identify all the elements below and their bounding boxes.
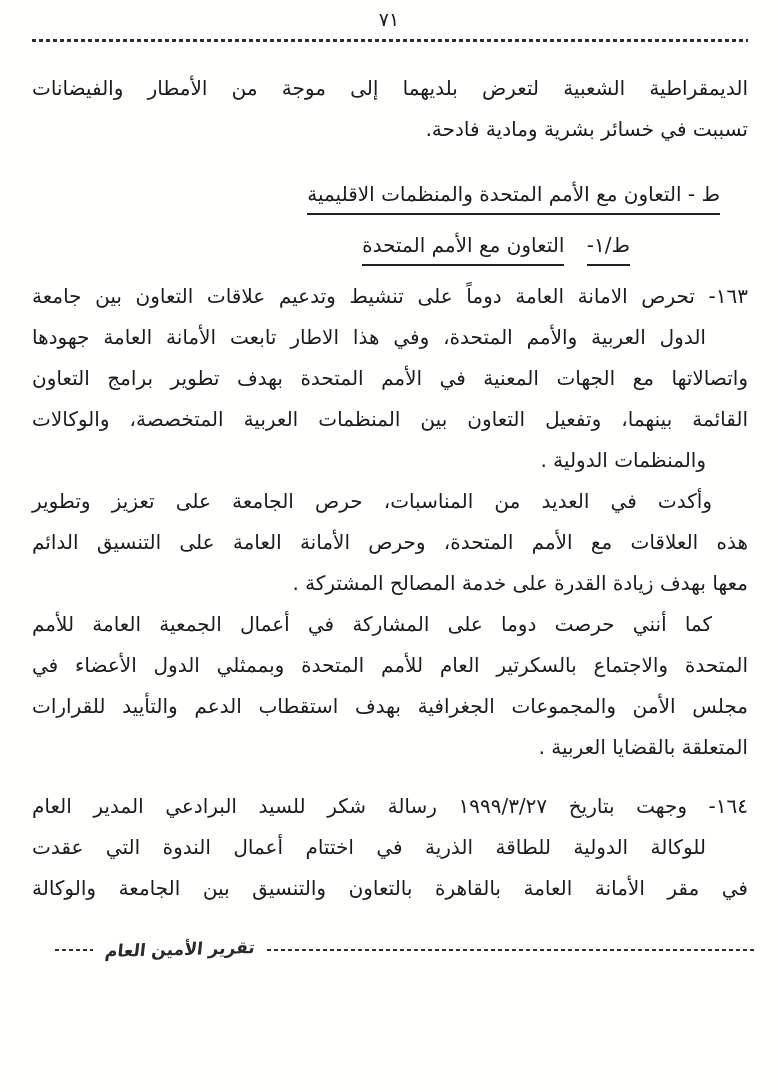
text-line: المتعلقة بالقضايا العربية . bbox=[538, 735, 748, 759]
section-heading: ط - التعاون مع الأمم المتحدة والمنظمات الاقليمية bbox=[307, 180, 720, 215]
text-line: في مقر الأمانة العامة بالقاهرة بالتعاون والتنسيق بين الجامعة والوكالة bbox=[32, 876, 748, 900]
text-line: ١٦٣- تحرص الامانة العامة دوماً على تنشيط وتدعيم علاقات التعاون بين جامعة bbox=[32, 284, 748, 308]
text-line: واتصالاتها مع الجهات المعنية في الأمم المتحدة بهدف تطوير برامج التعاون bbox=[32, 366, 748, 390]
text-line: كما أنني حرصت دوما على المشاركة في أعمال الجمعية العامة للأمم bbox=[32, 612, 712, 636]
text-line: للوكالة الدولية للطاقة الذرية في اختتام أعمال الندوة التي عقدت bbox=[32, 835, 706, 859]
text-line: المتحدة والاجتماع بالسكرتير العام للأمم المتحدة وبممثلي الدول الأعضاء في bbox=[32, 653, 748, 677]
text-line: تسببت في خسائر بشرية ومادية فادحة. bbox=[425, 117, 748, 141]
text-line: القائمة بينهما، وتفعيل التعاون بين المنظمات العربية المتخصصة، والوكالات bbox=[32, 407, 748, 431]
text-line: وأكدت في العديد من المناسبات، حرص الجامعة على تعزيز وتطوير bbox=[32, 489, 712, 513]
text-line: معها بهدف زيادة القدرة على خدمة المصالح المشتركة . bbox=[292, 571, 748, 595]
footer-divider-left bbox=[55, 949, 93, 951]
footer bbox=[0, 940, 778, 960]
text-line: الدول العربية والأمم المتحدة، وفي هذا الاطار تابعت الأمانة العامة جهودها bbox=[32, 325, 706, 349]
text-line: والمنظمات الدولية . bbox=[540, 448, 706, 472]
text-line: هذه العلاقات مع الأمم المتحدة، وحرص الأمانة العامة على التنسيق الدائم bbox=[32, 530, 748, 554]
subsection-title: التعاون مع الأمم المتحدة bbox=[362, 231, 564, 266]
paragraph-164 bbox=[32, 786, 748, 909]
section-heading-row bbox=[32, 180, 748, 215]
footer-divider-right bbox=[267, 949, 756, 951]
text-line: ١٦٤- وجهت بتاريخ ١٩٩٩/٣/٢٧ رسالة شكر للسيد البرادعي المدير العام bbox=[32, 794, 748, 818]
page-number: ٧١ bbox=[378, 9, 400, 31]
document-body bbox=[32, 68, 748, 909]
subsection-number: ط/١- bbox=[587, 231, 630, 266]
text-line: مجلس الأمن والمجموعات الجغرافية بهدف استقطاب الدعم والتأييد للقرارات bbox=[32, 694, 748, 718]
text-line: الديمقراطية الشعبية لتعرض بلديهما إلى موجة من الأمطار والفيضانات bbox=[32, 76, 748, 100]
top-divider bbox=[32, 39, 748, 42]
footer-signature: تقرير الأمين العام bbox=[103, 938, 257, 962]
paragraph-163 bbox=[32, 276, 748, 481]
paragraph-163-continuation-2 bbox=[32, 604, 748, 768]
subsection-heading-row bbox=[32, 231, 630, 266]
paragraph-163-continuation-1 bbox=[32, 481, 748, 604]
paragraph-intro bbox=[32, 68, 748, 150]
